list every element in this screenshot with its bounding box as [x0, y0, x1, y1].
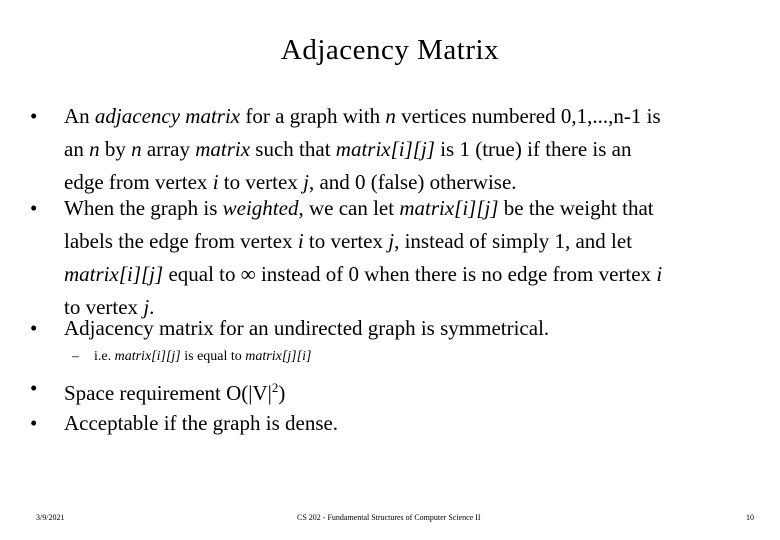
- text-run: for a graph with: [240, 104, 386, 128]
- text-run: ): [278, 381, 286, 405]
- text-run: is equal to: [180, 349, 246, 364]
- text-run: such that: [250, 137, 336, 161]
- text-run: vertices numbered 0,1,...,n-1 is: [395, 104, 661, 128]
- bullet-dot-icon: •: [30, 376, 38, 400]
- text-run: to vertex: [64, 295, 144, 319]
- text-run: 2: [271, 380, 279, 395]
- italic-term: matrix[i][j]: [64, 262, 164, 286]
- italic-term: i: [212, 170, 219, 194]
- text-line: [64, 407, 338, 440]
- italic-term: n: [89, 137, 100, 161]
- text-run: Adjacency matrix for an undirected graph is symmetrical.: [64, 316, 550, 340]
- bullet-dot-icon: •: [30, 316, 38, 340]
- bullet-text: [64, 192, 662, 324]
- text-line: [64, 100, 661, 133]
- text-line: [64, 372, 285, 405]
- text-run: Acceptable if the graph is dense.: [64, 411, 339, 435]
- footer-date: 3/9/2021: [36, 513, 65, 522]
- text-run: to vertex: [218, 170, 304, 194]
- text-run: , and 0 (false) otherwise.: [308, 170, 517, 194]
- text-run: An: [64, 104, 95, 128]
- italic-term: n: [385, 104, 396, 128]
- bullet-text: [64, 407, 338, 440]
- text-run: , instead of simply 1, and let: [394, 229, 633, 253]
- text-run: When the graph is: [64, 196, 223, 220]
- bullet-text: [64, 312, 549, 345]
- italic-term: matrix: [195, 137, 251, 161]
- italic-term: j: [143, 295, 150, 319]
- footer-page-number: 10: [746, 513, 754, 522]
- text-line: [64, 312, 549, 345]
- sub-bullet-symmetry-detail: [72, 346, 311, 368]
- text-run: , we can let: [298, 196, 400, 220]
- text-run: is 1 (true) if there is an: [434, 137, 632, 161]
- bullet-dot-icon: •: [30, 196, 38, 220]
- text-run: i.e.: [94, 349, 115, 364]
- text-run: equal to ∞ instead of 0 when there is no edge from vertex: [163, 262, 657, 286]
- italic-term: n: [131, 137, 142, 161]
- sub-bullet-text: [94, 349, 311, 364]
- text-line: [64, 133, 661, 166]
- italic-term: matrix[j][i]: [245, 349, 312, 364]
- text-run: array: [141, 137, 196, 161]
- text-run: an: [64, 137, 90, 161]
- text-run: .: [149, 295, 155, 319]
- text-line: [64, 225, 662, 258]
- text-run: by: [99, 137, 132, 161]
- bullet-dot-icon: •: [30, 411, 38, 435]
- text-run: be the weight that: [498, 196, 654, 220]
- italic-term: matrix[i][j]: [335, 137, 435, 161]
- italic-term: matrix[i][j]: [399, 196, 499, 220]
- italic-term: j: [388, 229, 395, 253]
- text-line: [64, 192, 662, 225]
- italic-term: i: [656, 262, 663, 286]
- text-run: to vertex: [303, 229, 389, 253]
- text-run: Space requirement O(|V|: [64, 381, 272, 405]
- italic-term: adjacency matrix: [94, 104, 241, 128]
- bullet-text: [64, 372, 285, 405]
- text-line: [64, 258, 662, 291]
- text-run: edge from vertex: [64, 170, 213, 194]
- text-run: labels the edge from vertex: [64, 229, 298, 253]
- italic-term: matrix[i][j]: [114, 349, 181, 364]
- italic-term: i: [297, 229, 304, 253]
- bullet-text: [64, 100, 661, 199]
- slide-title: Adjacency Matrix: [280, 34, 500, 66]
- footer-course: CS 202 - Fundamental Structures of Computer Science II: [297, 513, 481, 522]
- bullet-dot-icon: •: [30, 104, 38, 128]
- dash-icon: –: [72, 349, 79, 364]
- italic-term: weighted: [222, 196, 299, 220]
- italic-term: j: [303, 170, 309, 194]
